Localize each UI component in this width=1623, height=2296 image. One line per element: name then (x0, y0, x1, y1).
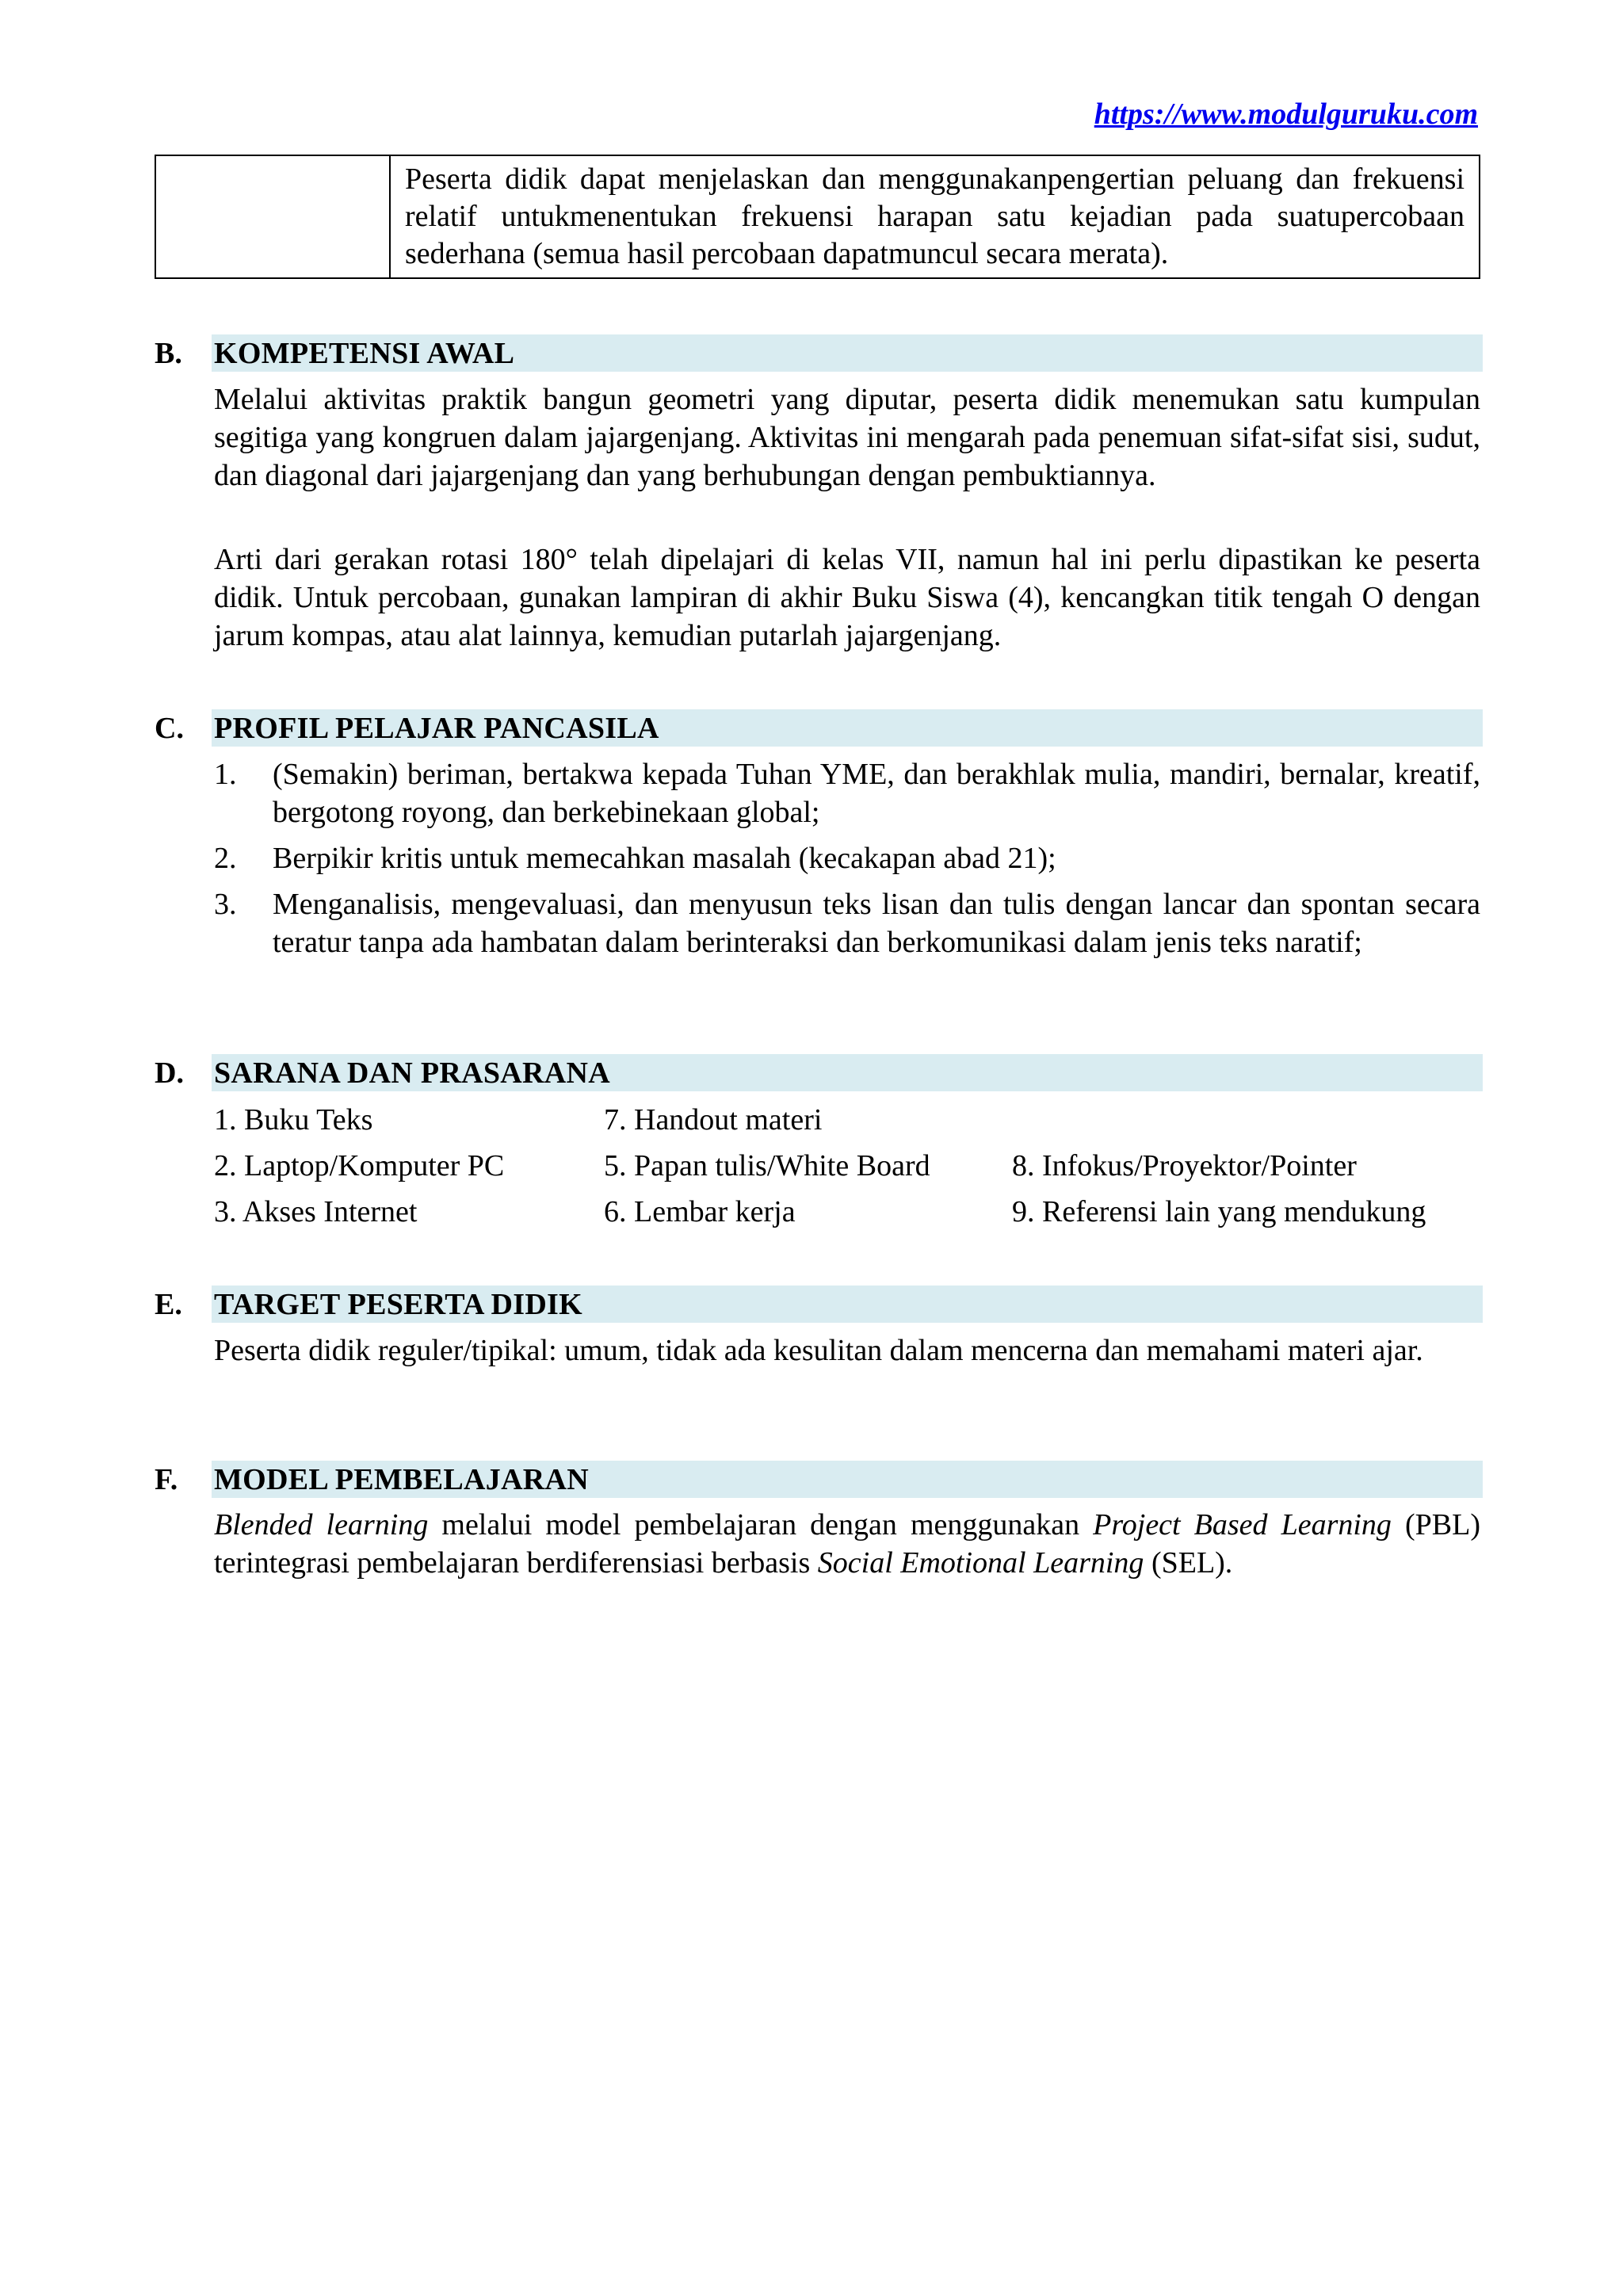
table-text-cell: Peserta didik dapat menjelaskan dan menggunakanpengertian peluang dan frekuensi relatif untukmenentukan frekuensi harapan satu kejadian pada suatupercobaan sederhana (semua hasil percobaan dapatmuncul secara merata). (405, 162, 1465, 270)
pancasila-list (214, 755, 1480, 969)
text-run: (SEL). (1144, 1546, 1233, 1580)
italic-term: Social Emotional Learning (817, 1546, 1144, 1580)
section-b-paragraph-2: Arti dari gerakan rotasi 180° telah dipelajari di kelas VII, namun hal ini perlu dipastikan ke peserta didik. Untuk percobaan, gunakan lampiran di akhir Buku Siswa (4), kencangkan titik tengah O dengan jarum kompas, atau alat lainnya, kemudian putarlah jajargenjang. (214, 543, 1480, 652)
facility-item: 2. Laptop/Komputer PC (214, 1149, 505, 1182)
section-letter: B. (155, 336, 182, 370)
list-text: Berpikir kritis untuk memecahkan masalah (kecakapan abad 21); (273, 842, 1056, 875)
section-letter: F. (155, 1462, 178, 1496)
text-run: melalui model pembelajaran dengan menggunakan (428, 1508, 1094, 1541)
section-b-paragraph-1: Melalui aktivitas praktik bangun geometri yang diputar, peserta didik menemukan satu kumpulan segitiga yang kongruen dalam jajargenjang. Aktivitas ini mengarah pada penemuan sifat-sifat sisi, sudut, dan diagonal dari jajargenjang dan yang berhubungan dengan pembuktiannya. (214, 383, 1480, 492)
section-d-heading (155, 1054, 1483, 1091)
section-f-paragraph (214, 1506, 1480, 1582)
section-title: PROFIL PELAJAR PANCASILA (214, 711, 659, 745)
text-run: (PBL) terintegrasi pembelajaran berdiferensiasi berbasis (214, 1508, 1480, 1580)
section-e-heading (155, 1286, 1483, 1323)
facility-item: 5. Papan tulis/White Board (604, 1149, 930, 1182)
section-letter: E. (155, 1287, 182, 1321)
section-letter: D. (155, 1056, 184, 1090)
facility-item: 9. Referensi lain yang mendukung (1012, 1195, 1426, 1228)
list-number: 2. (214, 842, 237, 875)
facility-item: 8. Infokus/Proyektor/Pointer (1012, 1149, 1357, 1182)
facility-item: 1. Buku Teks (214, 1103, 373, 1137)
facilities-column-2 (604, 1101, 930, 1239)
facilities-column-1 (214, 1101, 504, 1239)
header-url-link[interactable]: https://www.modulguruku.com (1094, 97, 1478, 131)
list-text: (Semakin) beriman, bertakwa kepada Tuhan YME, dan berakhlak mulia, mandiri, bernalar, kreatif, bergotong royong, dan berkebinekaan global; (273, 758, 1480, 829)
facilities-column-3 (1012, 1147, 1426, 1239)
facility-item: 7. Handout materi (604, 1103, 823, 1137)
facility-item: 6. Lembar kerja (604, 1195, 796, 1228)
italic-term: Project Based Learning (1093, 1508, 1392, 1541)
section-title: MODEL PEMBELAJARAN (214, 1462, 590, 1496)
list-item (214, 839, 1480, 877)
list-item (214, 755, 1480, 831)
table-empty-cell (156, 156, 391, 277)
list-number: 3. (214, 888, 237, 921)
section-b-heading (155, 334, 1483, 372)
list-text: Menganalisis, mengevaluasi, dan menyusun teks lisan dan tulis dengan lancar dan spontan secara teratur tanpa ada hambatan dalam berinteraksi dan berkomunikasi dalam jenis teks naratif; (273, 888, 1480, 959)
section-title: TARGET PESERTA DIDIK (214, 1287, 583, 1321)
facility-item: 3. Akses Internet (214, 1195, 418, 1228)
list-number: 1. (214, 758, 237, 791)
section-f-heading (155, 1461, 1483, 1498)
objectives-table (155, 155, 1480, 279)
italic-term: Blended learning (214, 1508, 429, 1541)
section-letter: C. (155, 711, 184, 745)
list-item (214, 885, 1480, 961)
section-e-paragraph: Peserta didik reguler/tipikal: umum, tidak ada kesulitan dalam mencerna dan memahami materi ajar. (214, 1334, 1423, 1367)
section-title: SARANA DAN PRASARANA (214, 1056, 611, 1090)
section-title: KOMPETENSI AWAL (214, 336, 515, 370)
section-c-heading (155, 709, 1483, 747)
